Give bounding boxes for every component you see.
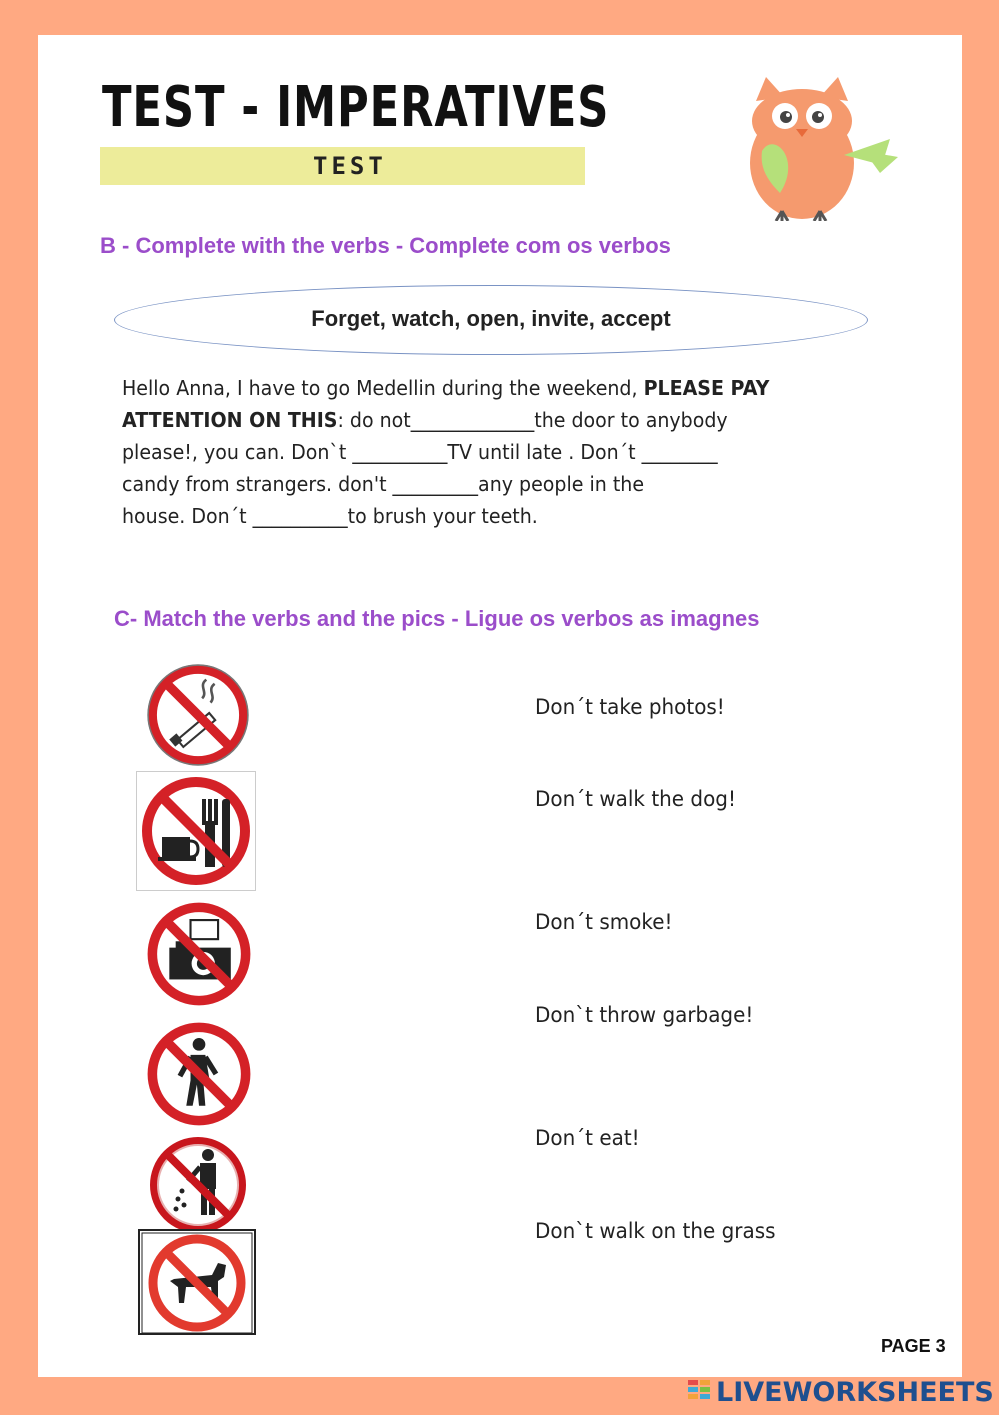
section-b-heading: B - Complete with the verbs - Complete com os verbos <box>100 233 671 258</box>
sign-column <box>136 659 266 1299</box>
brand-name: LIVEWORKSHEETS <box>716 1376 994 1408</box>
page-title: TEST - IMPERATIVES <box>102 75 610 140</box>
word-bank <box>114 285 868 355</box>
option-item: Don`t walk on the grass <box>535 1219 776 1243</box>
no-littering-icon <box>148 1135 248 1235</box>
paragraph-line: house. Don´t __________to brush your teeth. <box>122 504 538 528</box>
no-photos-icon <box>146 901 252 1007</box>
paragraph-line: please!, you can. Don`t __________TV until late . Don´t ________ <box>122 440 718 464</box>
paragraph-line: Hello Anna, I have to go Medellin during the weekend, PLEASE PAY <box>122 376 770 400</box>
liveworksheets-logo <box>688 1376 994 1408</box>
section-c-heading: C- Match the verbs and the pics - Ligue os verbos as imagnes <box>114 606 760 631</box>
page-number: PAGE 3 <box>881 1336 946 1356</box>
word-bank-text: Forget, watch, open, invite, accept <box>311 306 671 331</box>
no-smoking-icon <box>146 663 250 767</box>
subtitle-bar <box>100 147 585 185</box>
option-item: Don´t eat! <box>535 1126 640 1150</box>
paragraph-line: candy from strangers. don't _________any people in the <box>122 472 645 496</box>
no-eating-icon <box>136 771 256 891</box>
fill-in-paragraph <box>122 372 844 532</box>
option-item: Don´t smoke! <box>535 910 673 934</box>
liveworksheets-mark-icon <box>688 1380 710 1404</box>
option-item: Don´t walk the dog! <box>535 787 736 811</box>
no-dogs-icon <box>138 1229 256 1335</box>
option-item: Don´t take photos! <box>535 695 725 719</box>
option-item: Don`t throw garbage! <box>535 1003 754 1027</box>
worksheet-page <box>38 35 962 1377</box>
owl-icon <box>722 71 902 221</box>
subtitle-label: TEST <box>313 152 387 180</box>
paragraph-line: ATTENTION ON THIS: do not_____________the door to anybody <box>122 408 728 432</box>
no-walking-icon <box>146 1021 252 1127</box>
